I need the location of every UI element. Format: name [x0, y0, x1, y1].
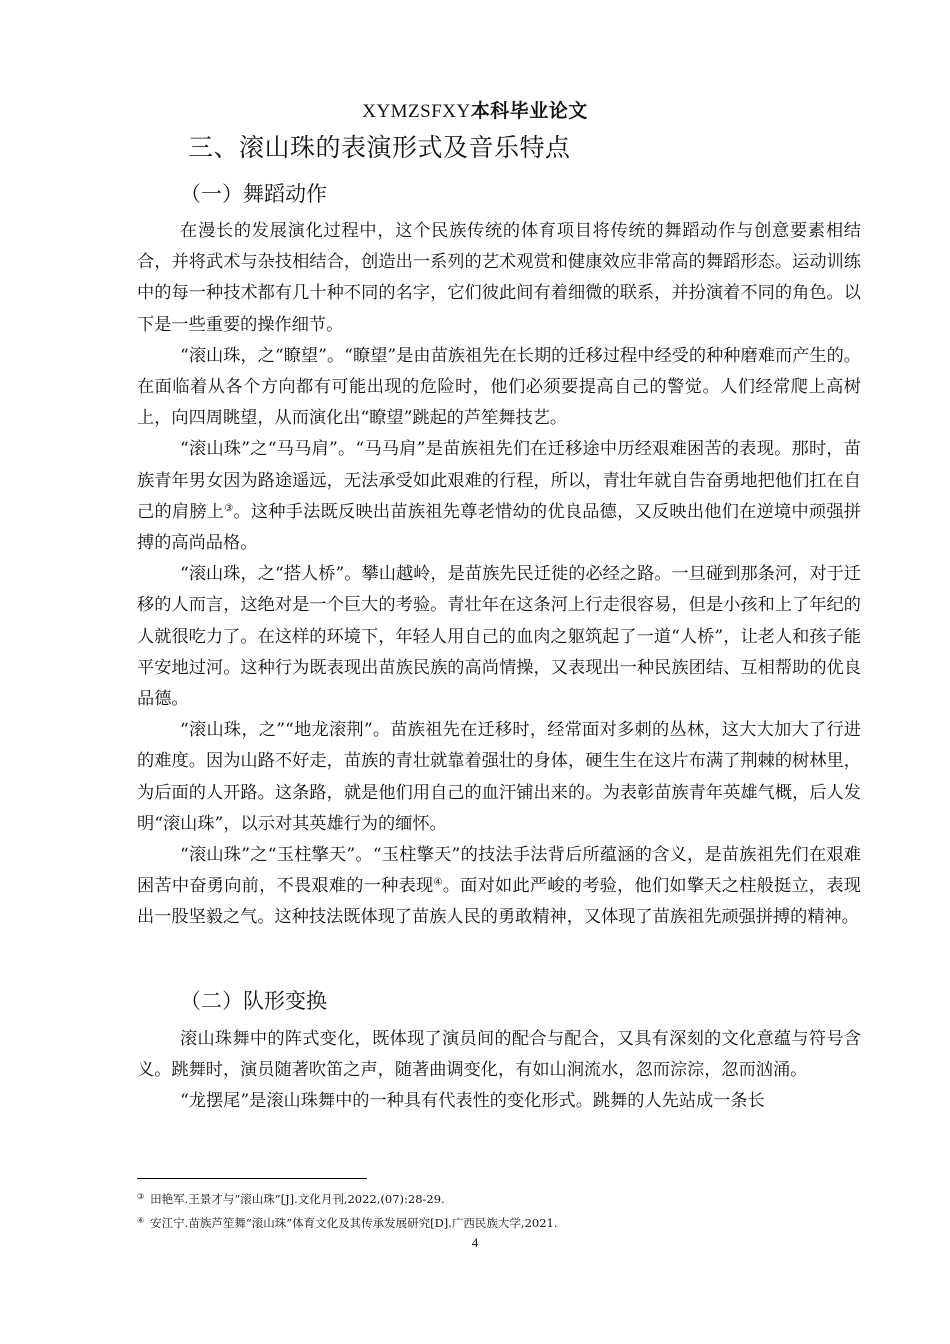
paragraph-text: 。面对如此严峻的考验，他们如擎天之柱般挺立，表现出一股坚毅之气。这种技法既体现了苗族人民的勇敢精神，又体现了苗族祖先顽强拼搏的精神。	[137, 876, 861, 928]
footnote-mark: ④	[137, 1216, 145, 1225]
page-number: 4	[471, 1235, 479, 1250]
paragraph: “龙摆尾”是滚山珠舞中的一种具有代表性的变化形式。跳舞的人先站成一条长	[180, 1091, 765, 1112]
paragraph-text: “滚山珠”之“马马肩”。“马马肩”是苗族祖先们在迁移途中历经艰难困苦的表现。那时，苗族青年男女因为路途遥远，无法承受如此艰难的行程，所以，青壮年就自告奋勇地把他们扛在自己的肩膀上	[137, 439, 861, 522]
paragraph	[137, 840, 861, 934]
paragraph: “滚山珠，之”“地龙滚荆”。苗族祖先在迁移时，经常面对多刺的丛林，这大大加大了行进的难度。因为山路不好走，苗族的青壮就靠着强壮的身体，硬生生在这片布满了荆棘的树林里，为后面的人开路。这条路，就是他们用自己的血汗铺出来的。为表彰苗族青年英雄气概，后人发明“滚山珠”，以示对其英雄行为的缅怀。	[137, 720, 861, 834]
body-section-dance	[137, 216, 861, 934]
subsection-title-dance: （一）舞蹈动作	[180, 182, 327, 206]
footnote-text: 田艳军.王景才与“滚山珠”[J].文化月刊,2022,(07):28-29.	[150, 1192, 445, 1206]
footnote-ref: ④	[433, 877, 443, 889]
paragraph: “滚山珠，之“搭人桥”。攀山越岭，是苗族先民迁徙的必经之路。一旦碰到那条河，对于迁移的人而言，这绝对是一个巨大的考验。青壮年在这条河上行走很容易，但是小孩和上了年纪的人就很吃力了。在这样的环境下，年轻人用自己的血肉之躯筑起了一道“人桥”，让老人和孩子能平安地过河。这种行为既表现出苗族民族的高尚情操，又表现出一种民族团结、互相帮助的优良品德。	[137, 564, 861, 710]
paragraph: 滚山珠舞中的阵式变化，既体现了演员间的配合与配合，又具有深刻的文化意蕴与符号含义。跳舞时，演员随著吹笛之声，随著曲调变化，有如山涧流水，忽而淙淙，忽而汹涌。	[137, 1029, 861, 1081]
footnote-mark: ③	[137, 1192, 145, 1201]
footnote-divider	[137, 1178, 367, 1179]
footnotes	[137, 1186, 861, 1234]
header-chinese: 本科毕业论文	[470, 100, 588, 122]
subsection-title-formation: （二）队形变换	[180, 989, 327, 1013]
paragraph-text: “滚山珠”之“玉柱擎天”。“玉柱擎天”的技法手法背后所蕴涵的含义，是苗族祖先们在艰难困苦中奋勇向前，不畏艰难的一种表现	[137, 845, 861, 897]
footnote-text: 安江宁.苗族芦笙舞“滚山珠”体育文化及其传承发展研究[D].广西民族大学,2021.	[150, 1216, 558, 1230]
paragraph	[137, 434, 861, 559]
page-header	[0, 96, 950, 123]
body-section-formation	[137, 1024, 861, 1118]
footnote	[137, 1186, 861, 1210]
paragraph: “滚山珠，之“瞭望”。“瞭望”是由苗族祖先在长期的迁移过程中经受的种种磨难而产生的。在面临着从各个方向都有可能出现的危险时，他们必须要提高自己的警觉。人们经常爬上高树上，向四周眺望，从而演化出“瞭望”跳起的芦笙舞技艺。	[137, 345, 861, 429]
footnote-ref: ③	[224, 502, 234, 514]
paragraph-text: 。这种手法既反映出苗族祖先尊老惜幼的优良品德，又反映出他们在逆境中顽强拼搏的高尚品格。	[137, 501, 861, 554]
section-title: 三、滚山珠的表演形式及音乐特点	[188, 133, 571, 162]
footnote	[137, 1210, 861, 1234]
paragraph: 在漫长的发展演化过程中，这个民族传统的体育项目将传统的舞蹈动作与创意要素相结合，并将武术与杂技相结合，创造出一系列的艺术观赏和健康效应非常高的舞蹈形态。运动训练中的每一种技术都有几十种不同的名字，它们彼此间有着细微的联系，并扮演着不同的角色。以下是一些重要的操作细节。	[137, 221, 861, 335]
header-latin: XYMZSFXY	[362, 101, 471, 122]
